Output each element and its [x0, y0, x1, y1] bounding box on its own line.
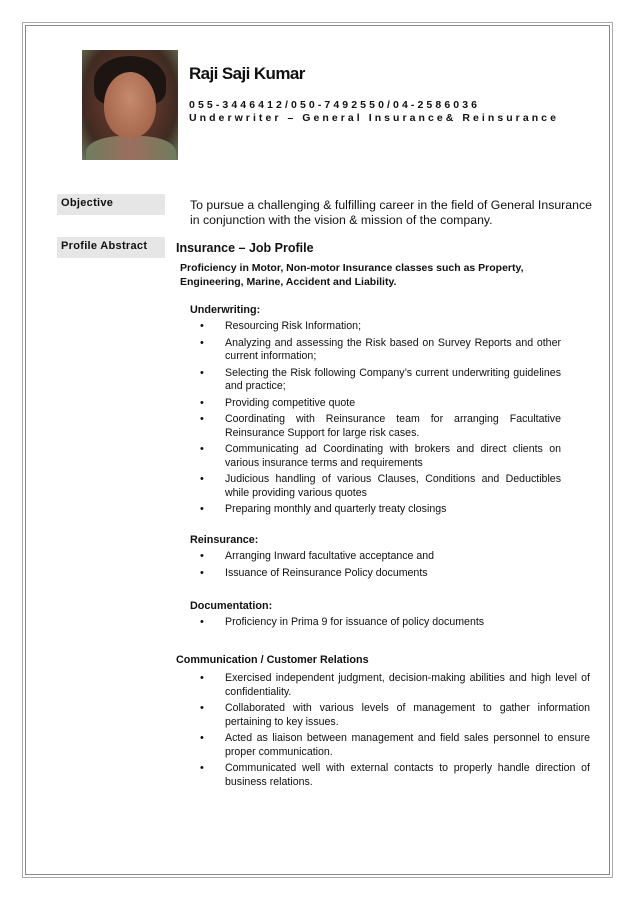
list-item: • Proficiency in Prima 9 for issuance of policy documents	[200, 616, 561, 630]
role-title: Underwriter – General Insurance& Reinsurance	[189, 112, 559, 124]
list-item: • Resourcing Risk Information;	[200, 320, 561, 334]
list-item: • Arranging Inward facultative acceptance and	[200, 550, 561, 564]
proficiency-summary: Proficiency in Motor, Non-motor Insurance classes such as Property, Engineering, Marine, Accident and Liability.	[180, 262, 524, 288]
objective-label: Objective	[57, 194, 165, 215]
list-item: • Communicating ad Coordinating with brokers and direct clients on various insurance terms and requirements	[200, 443, 561, 470]
job-profile-heading: Insurance – Job Profile	[176, 241, 314, 255]
objective-text: To pursue a challenging & fulfilling career in the field of General Insurance in conjunction with the vision & mission of the company.	[190, 198, 592, 227]
communication-heading: Communication / Customer Relations	[176, 654, 369, 666]
phone-line	[189, 99, 480, 111]
documentation-list	[200, 616, 561, 633]
phone-numbers: 055-3446412/050-7492550/04-2586036	[189, 99, 481, 111]
list-item: • Analyzing and assessing the Risk based on Survey Reports and other current information;	[200, 337, 561, 364]
reinsurance-list	[200, 550, 561, 583]
list-item: • Providing competitive quote	[200, 397, 561, 411]
list-item: • Preparing monthly and quarterly treaty closings	[200, 503, 561, 517]
list-item: • Issuance of Reinsurance Policy documents	[200, 567, 561, 581]
documentation-heading: Documentation:	[190, 600, 273, 612]
underwriting-heading: Underwriting:	[190, 304, 261, 316]
candidate-name: Raji Saji Kumar	[189, 64, 305, 83]
list-item: • Collaborated with various levels of management to gather information pertaining to key issues.	[200, 702, 590, 729]
profile-abstract-label: Profile Abstract	[57, 237, 165, 258]
profile-photo	[82, 50, 178, 160]
list-item: • Coordinating with Reinsurance team for arranging Facultative Reinsurance Support for large risk cases.	[200, 413, 561, 440]
list-item: • Exercised independent judgment, decision-making abilities and high level of confidentiality.	[200, 672, 590, 699]
reinsurance-heading: Reinsurance:	[190, 534, 259, 546]
list-item: • Selecting the Risk following Company’s current underwriting guidelines and practice;	[200, 367, 561, 394]
list-item: • Communicated well with external contacts to properly handle direction of business relations.	[200, 762, 590, 789]
communication-list	[200, 672, 590, 792]
list-item: • Judicious handling of various Clauses, Conditions and Deductibles while providing various quotes	[200, 473, 561, 500]
list-item: • Acted as liaison between management and field sales personnel to ensure proper communication.	[200, 732, 590, 759]
underwriting-list	[200, 320, 561, 520]
